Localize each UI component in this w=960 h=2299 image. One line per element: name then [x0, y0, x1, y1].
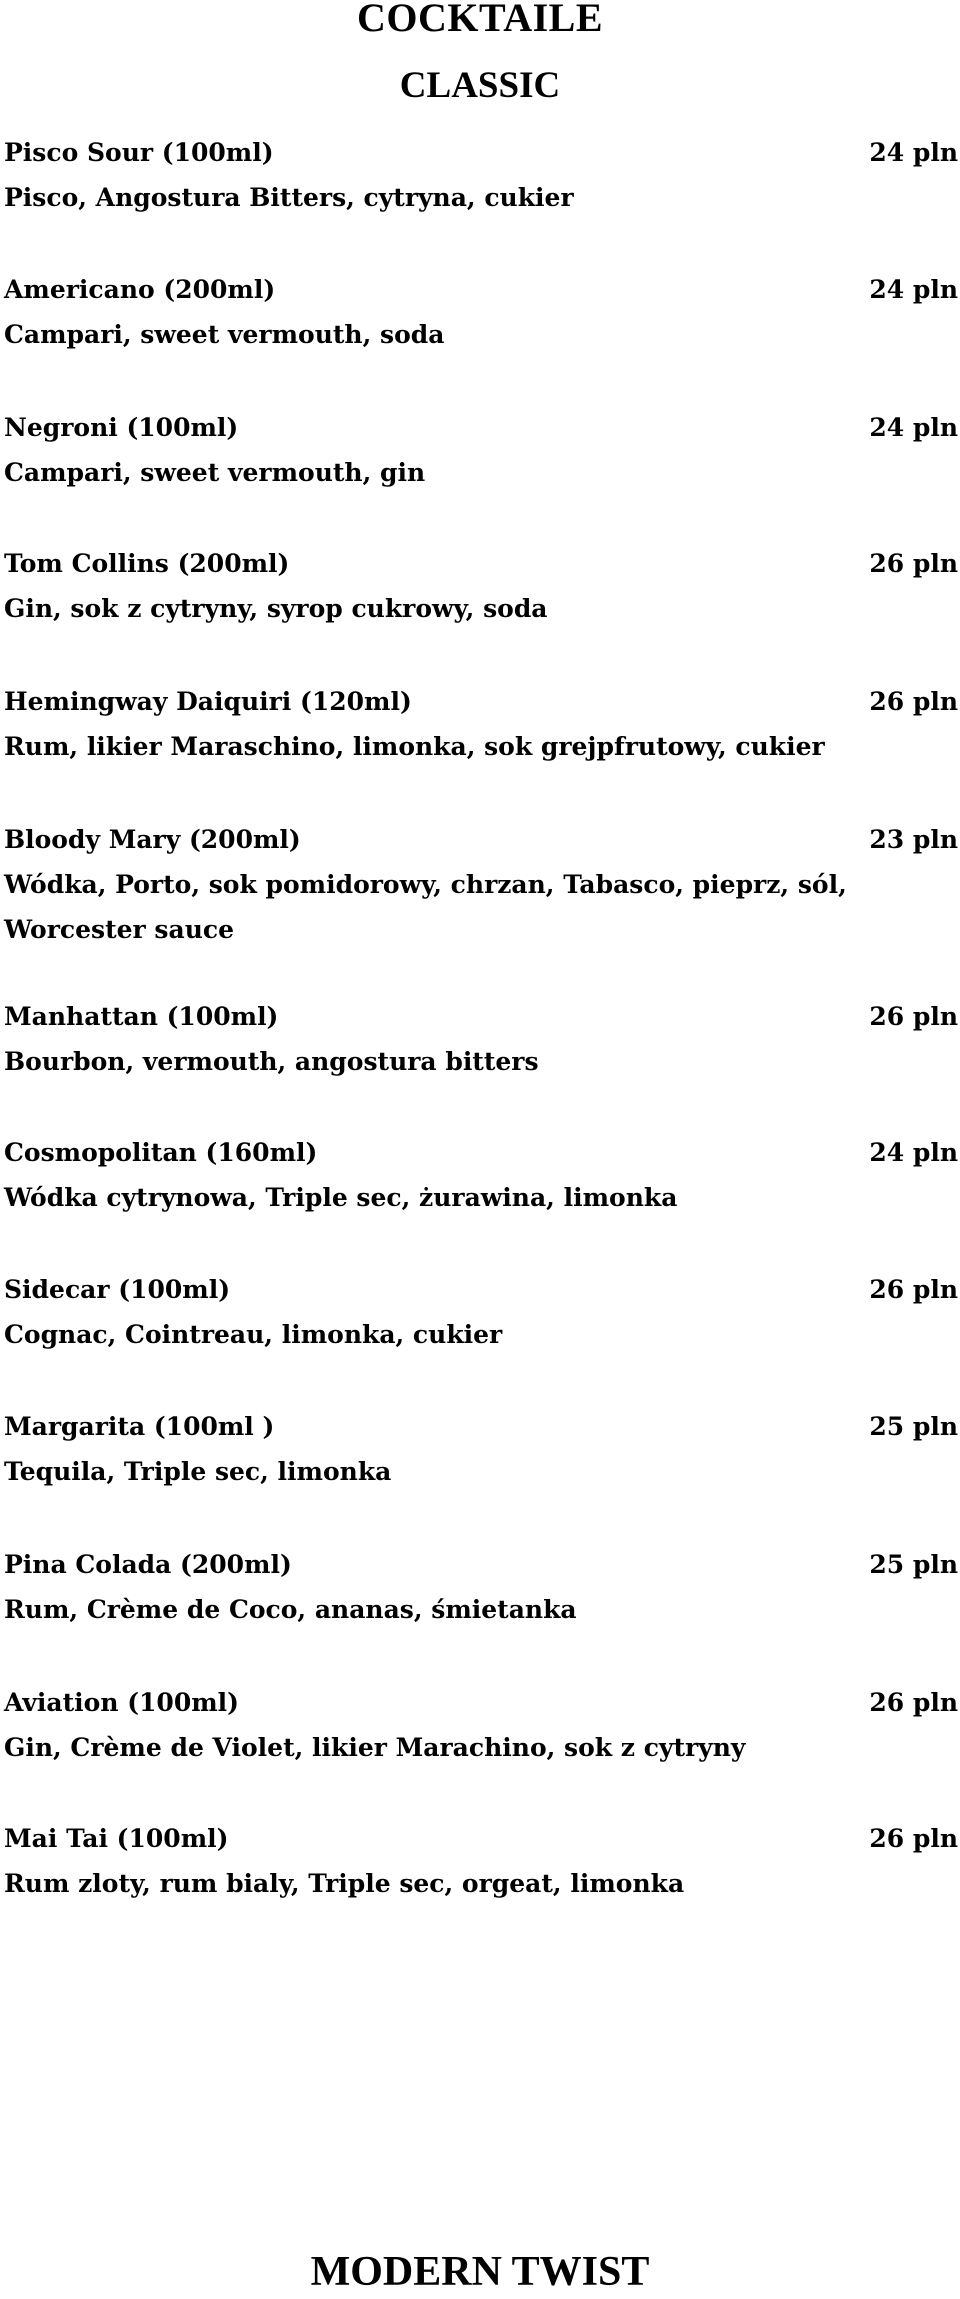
item-description: Campari, sweet vermouth, soda [4, 320, 445, 349]
menu-item-negroni [4, 405, 960, 495]
section-heading-modern-twist: MODERN TWIST [310, 2249, 650, 2295]
item-name: Bloody Mary (200ml) [4, 825, 301, 854]
menu-item-hemingway-daiquiri [4, 679, 960, 769]
item-name: Cosmopolitan (160ml) [4, 1138, 318, 1167]
menu-item-pina-colada [4, 1542, 960, 1632]
item-price: 24 pln [869, 275, 958, 304]
item-description: Wódka, Porto, sok pomidorowy, chrzan, Tabasco, pieprz, sól, Worcester sauce [4, 870, 847, 944]
item-description: Rum, likier Maraschino, limonka, sok grejpfrutowy, cukier [4, 732, 825, 761]
item-name: Hemingway Daiquiri (120ml) [4, 687, 412, 716]
menu-item-tom-collins [4, 541, 960, 631]
item-description: Tequila, Triple sec, limonka [4, 1457, 392, 1486]
item-name: Sidecar (100ml) [4, 1275, 231, 1304]
item-price: 23 pln [869, 825, 958, 854]
item-price: 24 pln [869, 138, 958, 167]
item-price: 26 pln [869, 1824, 958, 1853]
item-price: 26 pln [869, 1275, 958, 1304]
item-price: 24 pln [869, 413, 958, 442]
menu-item-mai-tai [4, 1816, 960, 1906]
section-heading-classic: CLASSIC [399, 65, 561, 106]
item-name: Americano (200ml) [4, 275, 276, 304]
item-description: Campari, sweet vermouth, gin [4, 458, 426, 487]
item-description: Gin, sok z cytryny, syrop cukrowy, soda [4, 594, 548, 623]
menu-item-aviation [4, 1680, 960, 1770]
item-description: Rum, Crème de Coco, ananas, śmietanka [4, 1595, 577, 1624]
item-description: Wódka cytrynowa, Triple sec, żurawina, limonka [4, 1183, 678, 1212]
menu-item-margarita [4, 1404, 960, 1494]
item-price: 25 pln [869, 1412, 958, 1441]
menu-item-manhattan [4, 994, 960, 1084]
item-name: Pisco Sour (100ml) [4, 138, 274, 167]
item-name: Mai Tai (100ml) [4, 1824, 229, 1853]
item-name: Manhattan (100ml) [4, 1002, 279, 1031]
item-description: Pisco, Angostura Bitters, cytryna, cukier [4, 183, 574, 212]
item-price: 26 pln [869, 1002, 958, 1031]
item-description: Rum zloty, rum bialy, Triple sec, orgeat, limonka [4, 1869, 685, 1898]
item-name: Tom Collins (200ml) [4, 549, 290, 578]
menu-title: COCKTAILE [356, 0, 604, 40]
item-description: Cognac, Cointreau, limonka, cukier [4, 1320, 503, 1349]
item-description: Bourbon, vermouth, angostura bitters [4, 1047, 539, 1076]
menu-item-bloody-mary [4, 817, 960, 952]
item-price: 26 pln [869, 687, 958, 716]
menu-item-americano [4, 267, 960, 357]
menu-item-cosmopolitan [4, 1130, 960, 1220]
item-description: Gin, Crème de Violet, likier Marachino, sok z cytryny [4, 1733, 746, 1762]
menu-item-pisco-sour [4, 130, 960, 220]
item-name: Aviation (100ml) [4, 1688, 239, 1717]
item-name: Negroni (100ml) [4, 413, 239, 442]
item-price: 26 pln [869, 1688, 958, 1717]
item-name: Margarita (100ml ) [4, 1412, 275, 1441]
item-price: 25 pln [869, 1550, 958, 1579]
item-name: Pina Colada (200ml) [4, 1550, 292, 1579]
item-price: 26 pln [869, 549, 958, 578]
item-price: 24 pln [869, 1138, 958, 1167]
menu-item-sidecar [4, 1267, 960, 1357]
